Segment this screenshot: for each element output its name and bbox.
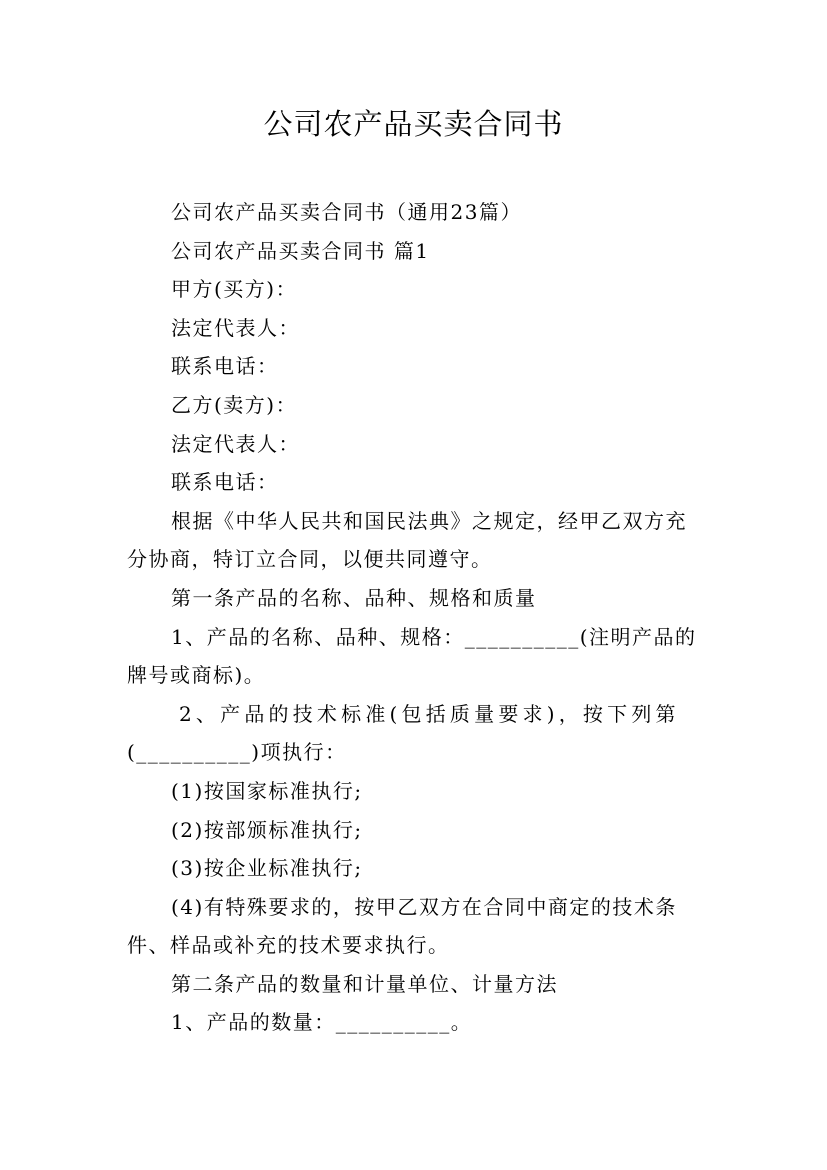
party-a-representative-line: 法定代表人： <box>171 315 300 340</box>
party-a-line: 甲方(买方)： <box>171 277 298 302</box>
article-1-clause-2-line-1: 2、产品的技术标准(包括质量要求)，按下列第 <box>179 701 680 726</box>
article-2-heading: 第二条产品的数量和计量单位、计量方法 <box>171 971 558 996</box>
document-title: 公司农产品买卖合同书 <box>263 107 564 141</box>
party-b-representative-line: 法定代表人： <box>171 431 300 456</box>
article-1-clause-1-line-2: 牌号或商标)。 <box>127 663 266 688</box>
article-1-heading: 第一条产品的名称、品种、规格和质量 <box>171 585 537 610</box>
preamble-line-1: 根据《中华人民共和国民法典》之规定，经甲乙双方充 <box>171 508 687 533</box>
standard-option-1: (1)按国家标准执行; <box>171 778 363 803</box>
preamble-line-2: 分协商，特订立合同，以便共同遵守。 <box>127 547 493 572</box>
standard-option-4-line-1: (4)有特殊要求的，按甲乙双方在合同中商定的技术条 <box>171 894 677 919</box>
document-body <box>127 193 703 1042</box>
party-a-phone-line: 联系电话： <box>171 354 279 379</box>
party-b-phone-line: 联系电话： <box>171 470 279 495</box>
standard-option-2: (2)按部颁标准执行; <box>171 817 363 842</box>
article-1-clause-1-line-1: 1、产品的名称、品种、规格：__________(注明产品的 <box>171 624 697 649</box>
article-2-clause-1: 1、产品的数量：__________。 <box>171 1010 473 1035</box>
standard-option-4-line-2: 件、样品或补充的技术要求执行。 <box>127 933 450 958</box>
standard-option-3: (3)按企业标准执行; <box>171 856 363 881</box>
section-heading: 公司农产品买卖合同书 篇1 <box>171 238 430 263</box>
subtitle-line: 公司农产品买卖合同书（通用23篇） <box>171 200 522 224</box>
party-b-line: 乙方(卖方)： <box>171 392 298 417</box>
article-1-clause-2-line-2: (__________)项执行： <box>127 740 347 765</box>
